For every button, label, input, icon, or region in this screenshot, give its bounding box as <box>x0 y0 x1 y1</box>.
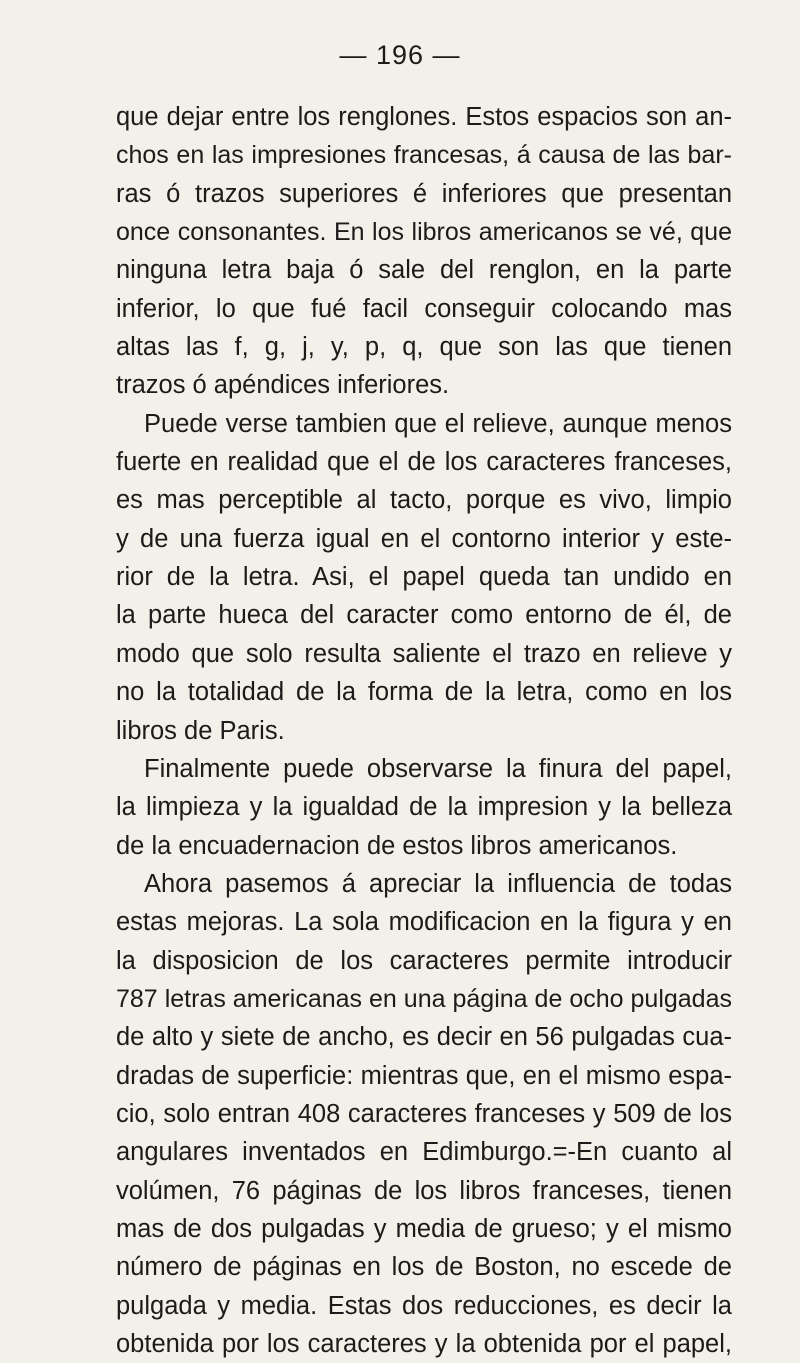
text-line: dradas de superficie: mientras que, en el mismo espa- <box>116 1061 732 1090</box>
text-line: trazos ó apéndices inferiores. <box>116 371 450 400</box>
text-line: rior de la letra. Asi, el papel queda tan undido en <box>116 563 732 592</box>
text-line: estas mejoras. La sola modificacion en la figura y en <box>116 908 732 937</box>
text-line: Puede verse tambien que el relieve, aunque menos <box>144 409 732 438</box>
text-line: la parte hueca del caracter como entorno de él, de <box>116 601 732 630</box>
text-line: ras ó trazos superiores é inferiores que presentan <box>116 179 732 208</box>
text-line: Ahora pasemos á apreciar la influencia de todas <box>144 869 732 898</box>
text-line: mas de dos pulgadas y media de grueso; y el mismo <box>116 1214 732 1243</box>
text-line: pulgada y media. Estas dos reducciones, es decir la <box>116 1291 732 1320</box>
text-line: no la totalidad de la forma de la letra, como en los <box>116 678 732 707</box>
text-line: 787 letras americanas en una página de ocho pulgadas <box>116 984 732 1013</box>
text-line: la limpieza y la igualdad de la impresion y la belleza <box>116 793 732 822</box>
text-line: inferior, lo que fué facil conseguir colocando mas <box>116 294 732 323</box>
text-line: once consonantes. En los libros americanos se vé, que <box>116 218 732 247</box>
text-line: ninguna letra baja ó sale del renglon, en la parte <box>116 256 732 285</box>
text-line: angulares inventados en Edimburgo.=-En cuanto al <box>116 1138 732 1167</box>
text-line: volúmen, 76 páginas de los libros franceses, tienen <box>116 1176 732 1205</box>
text-line: que dejar entre los renglones. Estos espacios son an- <box>116 103 732 131</box>
text-line: fuerte en realidad que el de los caracteres franceses, <box>116 448 732 477</box>
body-text <box>116 98 732 1363</box>
text-line: de alto y siete de ancho, es decir en 56 pulgadas cua- <box>116 1023 732 1052</box>
text-line: la disposicion de los caracteres permite introducir <box>116 946 732 975</box>
text-line: Finalmente puede observarse la finura del papel, <box>144 754 732 783</box>
text-line: es mas perceptible al tacto, porque es vivo, limpio <box>116 486 732 515</box>
text-line: y de una fuerza igual en el contorno interior y este- <box>116 524 732 553</box>
page-number: — 196 — <box>339 40 461 70</box>
text-line: libros de Paris. <box>116 716 285 745</box>
text-line: de la encuadernacion de estos libros americanos. <box>116 831 678 860</box>
text-line: chos en las impresiones francesas, á causa de las bar- <box>116 141 732 170</box>
text-line: número de páginas en los de Boston, no escede de <box>116 1253 732 1282</box>
text-line: altas las f, g, j, y, p, q, que son las que tienen <box>116 333 732 362</box>
text-line: obtenida por los caracteres y la obtenida por el papel, <box>116 1330 732 1358</box>
text-line: modo que solo resulta saliente el trazo en relieve y <box>116 639 732 668</box>
text-line: cio, solo entran 408 caracteres franceses y 509 de los <box>116 1099 732 1128</box>
